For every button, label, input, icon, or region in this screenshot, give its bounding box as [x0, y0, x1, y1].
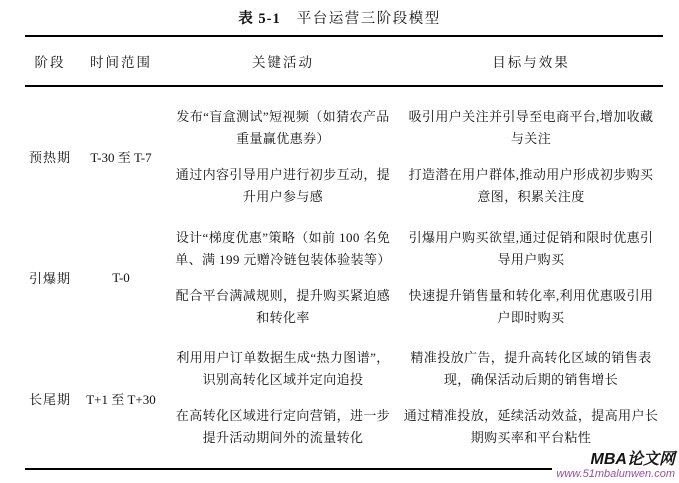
section-explosion: [25, 227, 663, 329]
section-warmup: [25, 106, 663, 208]
section-longtail-stage-time: [25, 389, 167, 408]
activity-cell: 通过内容引导用户进行初步互动，提升用户参与感: [175, 166, 391, 204]
table-row: [167, 106, 663, 150]
table-number: 表 5-1: [238, 11, 281, 27]
table-row: [167, 227, 663, 271]
watermark-url: www.51mbalunwen.com: [556, 468, 675, 480]
goal-cell: 通过精准投放，延续活动效益，提高用户长期购买率和平台粘性: [403, 408, 659, 446]
activity-cell: 配合平台满减规则，提升购买紧迫感和转化率: [175, 287, 391, 325]
header-time-range: 时间范围: [90, 55, 152, 70]
goal-cell: 精准投放广告，提升高转化区域的销售表现，确保活动后期的销售增长: [410, 350, 652, 388]
table-header-row: [25, 35, 663, 87]
activity-cell: 利用用户订单数据生成“热力图谱”，识别高转化区域并定向追投: [176, 350, 390, 388]
stage-label: 引爆期: [28, 271, 71, 286]
section-explosion-rows: [167, 227, 663, 329]
goal-cell: 快速提升销售量和转化率,利用优惠吸引用户即时购买: [408, 287, 654, 325]
header-goals-effects: 目标与效果: [492, 55, 570, 70]
watermark-brand: MBA论文网: [590, 451, 675, 468]
table-row: [167, 164, 663, 208]
site-watermark: [552, 451, 675, 480]
section-explosion-stage-time: [25, 268, 167, 287]
section-warmup-stage-time: [25, 147, 167, 166]
table-row: [167, 405, 663, 449]
section-longtail-rows: [167, 347, 663, 449]
table-row: [167, 347, 663, 391]
table-row: [167, 285, 663, 329]
time-range-value: T-0: [112, 269, 130, 285]
table-body: [25, 87, 663, 468]
table-title-text: 平台运营三阶段模型: [296, 11, 441, 27]
stage-label: 预热期: [28, 150, 71, 166]
time-range-value: T+1 至 T+30: [86, 391, 156, 407]
time-range-value: T-30 至 T-7: [90, 150, 152, 166]
three-line-table: [25, 35, 663, 470]
header-key-activities: 关键活动: [252, 55, 314, 70]
goal-cell: 引爆用户购买欲望,通过促销和限时优惠引导用户购买: [408, 229, 654, 267]
table-bottom-rule: [25, 468, 595, 470]
header-stage: 阶段: [34, 55, 66, 70]
stage-label: 长尾期: [28, 391, 71, 407]
activity-cell: 设计“梯度优惠”策略（如前 100 名免单、满 199 元赠冷链包装体验装等）: [175, 229, 391, 267]
activity-cell: 发布“盲盒测试”短视频（如猜农产品重量赢优惠券）: [176, 108, 390, 146]
section-longtail: [25, 347, 663, 449]
table-caption: [0, 7, 679, 28]
goal-cell: 打造潜在用户群体,推动用户形成初步购买意图，积累关注度: [408, 166, 654, 204]
goal-cell: 吸引用户关注并引导至电商平台,增加收藏与关注: [408, 108, 654, 146]
section-warmup-rows: [167, 106, 663, 208]
activity-cell: 在高转化区域进行定向营销，进一步提升活动期间外的流量转化: [175, 408, 391, 446]
